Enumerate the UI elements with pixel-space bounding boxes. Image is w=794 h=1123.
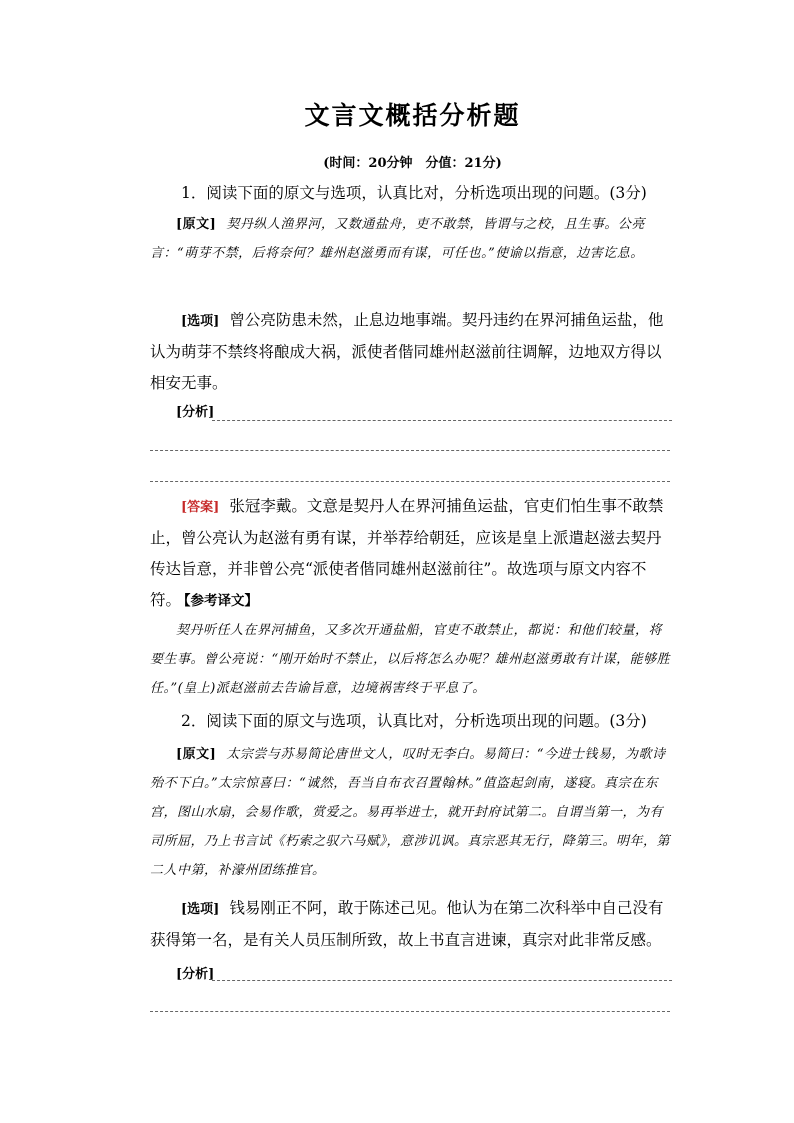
- question-1-answer-line-1[interactable]: [212, 420, 672, 421]
- page-title: 文言文概括分析题: [304, 101, 521, 130]
- reference-translation-heading: 【参考译文】: [177, 593, 258, 609]
- question-2-analysis-label: [150, 962, 675, 988]
- original-tag: [原文]: [176, 217, 217, 232]
- option-tag: [选项]: [181, 314, 220, 329]
- original-tag: [原文]: [176, 747, 217, 762]
- question-1-option: [150, 305, 675, 399]
- question-1-original-text: 契丹纵人渔界河，又数通盐舟，吏不敢禁，皆谓与之校，且生事。公亮言：“萌芽不禁，后将奈何？雄州赵滋勇而有谋，可任也。”使谕以指意，边害讫息。: [150, 217, 645, 261]
- question-1-prompt: 1．阅读下面的原文与选项，认真比对，分析选项出现的问题。(3分): [181, 184, 647, 202]
- analysis-tag: [分析]: [176, 967, 215, 982]
- question-1-analysis-label: [150, 400, 675, 426]
- question-2-prompt: 2．阅读下面的原文与选项，认真比对，分析选项出现的问题。(3分): [181, 712, 647, 730]
- question-2-option-text: 钱易刚正不阿，敢于陈述己见。他认为在第二次科举中自己没有获得第一名，是有关人员压制所致，故上书直言进谏，真宗对此非常反感。: [150, 899, 664, 949]
- question-1-translation: 契丹听任人在界河捕鱼，又多次开通盐船，官吏不敢禁止，都说：和他们较量，将要生事。曾公亮说：“刚开始时不禁止，以后将怎么办呢？雄州赵滋勇敢有计谋，能够胜任。”(皇上)派赵滋前去告谕旨意，边境祸害终于平息了。: [150, 623, 671, 696]
- document-page: [150, 0, 675, 1123]
- question-1-answer-line-3[interactable]: [150, 481, 670, 482]
- question-2-answer-line-1[interactable]: [212, 980, 672, 981]
- question-1-option-text: 曾公亮防患未然，止息边地事端。契丹违约在界河捕鱼运盐，他认为萌芽不禁终将酿成大祸，派使者偕同雄州赵滋前往调解，边地双方得以相安无事。: [150, 311, 664, 392]
- time-score-info: (时间：20分钟 分值：21分): [323, 156, 502, 171]
- question-2-answer-line-2[interactable]: [150, 1011, 670, 1012]
- question-2-option: [150, 893, 675, 956]
- answer-tag: [答案]: [181, 500, 220, 515]
- question-2-original-text: 太宗尝与苏易简论唐世文人，叹时无李白。易简曰：“今进士钱易，为歌诗殆不下白。”太宗惊喜曰：“诚然，吾当自布衣召置翰林。”值盗起剑南，遂寝。真宗在东宫，图山水扇，会易作歌，赏爱之。易再举进士，就开封府试第二。自谓当第一，为有司所屈，乃上书言试《朽索之驭六马赋》，意涉讥讽。真宗恶其无行，降第三。明年，第二人中第，补濠州团练推官。: [150, 747, 671, 878]
- analysis-tag: [分析]: [176, 405, 215, 420]
- option-tag: [选项]: [181, 902, 220, 917]
- question-1-original: [150, 210, 675, 268]
- question-1-answer-text: 张冠李戴。文意是契丹人在界河捕鱼运盐，官吏们怕生事不敢禁止，曾公亮认为赵滋有勇有谋，并举荐给朝廷，应该是皇上派遣赵滋去契丹传达旨意，并非曾公亮“派使者偕同雄州赵滋前往”。故选项与原文内容不符。: [150, 497, 664, 609]
- question-1-answer-line-2[interactable]: [150, 450, 670, 451]
- question-2-original: [150, 740, 675, 885]
